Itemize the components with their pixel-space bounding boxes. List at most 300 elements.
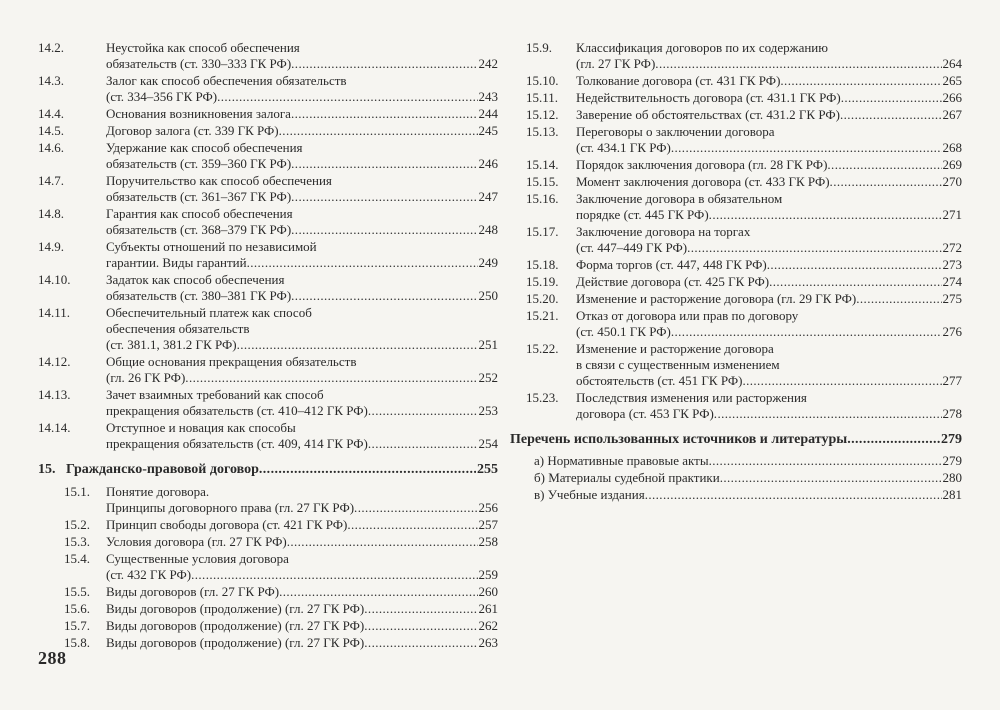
toc-entry bbox=[512, 257, 962, 273]
dot-leader bbox=[368, 436, 478, 452]
dot-leader bbox=[687, 240, 941, 256]
toc-page-number: 254 bbox=[478, 436, 498, 451]
toc-entry-last-line bbox=[106, 601, 498, 617]
toc-entry bbox=[512, 107, 962, 123]
toc-entry-last-line bbox=[576, 174, 962, 190]
toc-entry-title: обязательств (ст. 330–333 ГК РФ) bbox=[106, 56, 292, 71]
dot-leader bbox=[291, 156, 477, 172]
toc-entry-number: 15.2. bbox=[64, 517, 90, 532]
toc-entry-title: Заключение договора в обязательном bbox=[576, 191, 783, 206]
toc-entry-title: Гражданско-правовой договор bbox=[66, 462, 259, 477]
toc-entry bbox=[38, 305, 498, 353]
toc-entry-body bbox=[576, 341, 962, 389]
toc-entry-last-line bbox=[576, 56, 962, 72]
toc-entry bbox=[512, 308, 962, 340]
toc-entry-title: Принципы договорного права (гл. 27 ГК РФ) bbox=[106, 500, 355, 515]
toc-page-number: 244 bbox=[478, 106, 498, 121]
toc-page-number: 242 bbox=[478, 56, 498, 71]
toc-entry-number: 15.6. bbox=[64, 601, 90, 616]
toc-entry-body bbox=[106, 272, 498, 304]
toc-entry-title: Заключение договора на торгах bbox=[576, 224, 751, 239]
toc-entry-last-line bbox=[106, 567, 498, 583]
toc-entry-title: Условия договора (гл. 27 ГК РФ) bbox=[106, 534, 287, 549]
toc-entry-last-line bbox=[106, 370, 498, 386]
toc-entry-title: Обеспечительный платеж как способ bbox=[106, 305, 312, 320]
toc-page-number: 280 bbox=[942, 470, 962, 485]
toc-page-number: 256 bbox=[478, 500, 498, 515]
toc-entry-body bbox=[106, 140, 498, 172]
toc-entry-last-line bbox=[576, 291, 962, 307]
dot-leader bbox=[364, 601, 477, 617]
dot-leader bbox=[847, 432, 940, 448]
toc-page-number: 260 bbox=[478, 584, 498, 599]
toc-entry-title: прекращения обязательств (ст. 409, 414 ГК РФ) bbox=[106, 436, 368, 451]
toc-entry-number: 15.13. bbox=[526, 124, 559, 139]
toc-entry-last-line bbox=[106, 189, 498, 205]
toc-entry-title: обязательств (ст. 368–379 ГК РФ) bbox=[106, 222, 292, 237]
dot-leader bbox=[291, 189, 477, 205]
toc-entry-body bbox=[576, 157, 962, 173]
toc-entry-number: 15.5. bbox=[64, 584, 90, 599]
toc-entry-title: Поручительство как способ обеспечения bbox=[106, 173, 332, 188]
dot-leader bbox=[364, 618, 477, 634]
toc-entry-last-line bbox=[106, 584, 498, 600]
sources-heading bbox=[510, 432, 962, 448]
toc-entry-number: 14.3. bbox=[38, 73, 64, 88]
toc-chapter bbox=[38, 462, 498, 478]
toc-entry-title: Неустойка как способ обеспечения bbox=[106, 40, 300, 55]
toc-entry-last-line bbox=[576, 274, 962, 290]
toc-entry-body bbox=[106, 387, 498, 419]
toc-entry bbox=[38, 123, 498, 139]
sources-item bbox=[512, 486, 962, 503]
toc-entry-title: Отступное и новация как способы bbox=[106, 420, 296, 435]
toc-left-column bbox=[38, 40, 498, 652]
toc-page-number: 270 bbox=[942, 174, 962, 189]
toc-entry-number: 15.9. bbox=[526, 40, 552, 55]
toc-entry-title: порядке (ст. 445 ГК РФ) bbox=[576, 207, 709, 222]
dot-leader bbox=[354, 500, 477, 516]
toc-entry bbox=[512, 274, 962, 290]
toc-entry-body bbox=[576, 257, 962, 273]
toc-entry bbox=[38, 618, 498, 634]
toc-page-number: 272 bbox=[942, 240, 962, 255]
toc-entry-title: Переговоры о заключении договора bbox=[576, 124, 775, 139]
toc-entry-body bbox=[106, 173, 498, 205]
dot-leader bbox=[709, 207, 942, 223]
toc-entry bbox=[38, 73, 498, 105]
toc-entry bbox=[38, 354, 498, 386]
toc-entry-title: Порядок заключения договора (гл. 28 ГК РФ) bbox=[576, 157, 828, 172]
toc-entry-number: 14.6. bbox=[38, 140, 64, 155]
toc-page-number: 276 bbox=[942, 324, 962, 339]
toc-entry-title: гарантии. Виды гарантий bbox=[106, 255, 247, 270]
toc-entry bbox=[38, 551, 498, 583]
toc-entry-number: 14.10. bbox=[38, 272, 71, 287]
sources-item-title: а) Нормативные правовые акты bbox=[534, 453, 709, 468]
toc-entry-title: Зачет взаимных требований как способ bbox=[106, 387, 324, 402]
toc-entry-number: 14.12. bbox=[38, 354, 71, 369]
dot-leader bbox=[714, 406, 942, 422]
dot-leader bbox=[291, 288, 477, 304]
toc-entry-last-line bbox=[106, 222, 498, 238]
toc-entry-body bbox=[576, 224, 962, 256]
toc-entry-title: (гл. 27 ГК РФ) bbox=[576, 56, 656, 71]
toc-entry bbox=[38, 239, 498, 271]
toc-entry-title: (ст. 334–356 ГК РФ) bbox=[106, 89, 218, 104]
dot-leader bbox=[279, 123, 478, 139]
toc-page-number: 248 bbox=[478, 222, 498, 237]
toc-page-number: 263 bbox=[478, 635, 498, 650]
toc-page-number: 275 bbox=[942, 291, 962, 306]
toc-entry bbox=[38, 272, 498, 304]
toc-entry-last-line bbox=[576, 207, 962, 223]
toc-page-number: 279 bbox=[942, 453, 962, 468]
dot-leader bbox=[671, 324, 942, 340]
toc-page-number: 265 bbox=[942, 73, 962, 88]
toc-entry bbox=[38, 40, 498, 72]
dot-leader bbox=[780, 73, 941, 89]
toc-entry-title: в связи с существенным изменением bbox=[576, 357, 780, 372]
page-number: 288 bbox=[38, 648, 67, 668]
toc-entry-last-line bbox=[576, 257, 962, 273]
toc-entry-last-line bbox=[106, 89, 498, 105]
toc-entry bbox=[38, 173, 498, 205]
toc-page-number: 274 bbox=[942, 274, 962, 289]
toc-page-number: 249 bbox=[478, 255, 498, 270]
toc-entry-number: 15.19. bbox=[526, 274, 559, 289]
toc-entry-title: Виды договоров (гл. 27 ГК РФ) bbox=[106, 584, 280, 599]
toc-entry-number: 14.9. bbox=[38, 239, 64, 254]
toc-entry bbox=[512, 124, 962, 156]
toc-entry bbox=[38, 106, 498, 122]
toc-entry-title: договора (ст. 453 ГК РФ) bbox=[576, 406, 714, 421]
toc-entry-title: Основания возникновения залога bbox=[106, 106, 291, 121]
dot-leader bbox=[841, 90, 942, 106]
toc-entry-number: 15.3. bbox=[64, 534, 90, 549]
toc-entry-number: 14.14. bbox=[38, 420, 71, 435]
toc-entry bbox=[38, 584, 498, 600]
toc-entry-number: 15.7. bbox=[64, 618, 90, 633]
dot-leader bbox=[364, 635, 477, 651]
toc-entry-last-line bbox=[106, 123, 498, 139]
dot-leader bbox=[671, 140, 942, 156]
toc-page-number: 253 bbox=[478, 403, 498, 418]
toc-entry-body bbox=[106, 354, 498, 386]
toc-entry-number: 14.5. bbox=[38, 123, 64, 138]
toc-entry-number: 15. bbox=[38, 462, 56, 477]
sources-heading-line bbox=[510, 432, 962, 448]
dot-leader bbox=[720, 469, 942, 486]
toc-entry-last-line bbox=[576, 373, 962, 389]
toc-page-number: 245 bbox=[478, 123, 498, 138]
toc-entry-title: Виды договоров (продолжение) (гл. 27 ГК РФ) bbox=[106, 601, 365, 616]
toc-entry-body bbox=[576, 73, 962, 89]
toc-entry bbox=[38, 420, 498, 452]
toc-entry bbox=[38, 534, 498, 550]
toc-entry-last-line bbox=[106, 500, 498, 516]
toc-entry-number: 15.8. bbox=[64, 635, 90, 650]
toc-entry-number: 14.13. bbox=[38, 387, 71, 402]
toc-entry-title: (ст. 447–449 ГК РФ) bbox=[576, 240, 688, 255]
toc-entry-last-line bbox=[576, 406, 962, 422]
toc-entry bbox=[38, 635, 498, 651]
dot-leader bbox=[840, 107, 942, 123]
toc-entry-title: Недействительность договора (ст. 431.1 ГК РФ) bbox=[576, 90, 841, 105]
toc-entry-title: Гарантия как способ обеспечения bbox=[106, 206, 293, 221]
toc-entry-body bbox=[106, 239, 498, 271]
toc-entry-last-line bbox=[576, 140, 962, 156]
dot-leader bbox=[291, 106, 478, 122]
toc-page-number: 268 bbox=[942, 140, 962, 155]
toc-entry-body bbox=[576, 40, 962, 72]
toc-entry-number: 15.22. bbox=[526, 341, 559, 356]
dot-leader bbox=[347, 517, 477, 533]
toc-entry-number: 14.4. bbox=[38, 106, 64, 121]
toc-entry-title: Действие договора (ст. 425 ГК РФ) bbox=[576, 274, 770, 289]
toc-entry-title: обязательств (ст. 380–381 ГК РФ) bbox=[106, 288, 292, 303]
toc-entry-number: 14.8. bbox=[38, 206, 64, 221]
toc-entry-last-line bbox=[576, 90, 962, 106]
sources-item bbox=[512, 452, 962, 469]
toc-page-number: 243 bbox=[478, 89, 498, 104]
toc-entry-body bbox=[106, 305, 498, 353]
toc-entry-title: Виды договоров (продолжение) (гл. 27 ГК РФ) bbox=[106, 635, 365, 650]
dot-leader bbox=[830, 174, 942, 190]
toc-page-number: 252 bbox=[478, 370, 498, 385]
toc-entry bbox=[512, 341, 962, 389]
toc-entry-title: (ст. 381.1, 381.2 ГК РФ) bbox=[106, 337, 237, 352]
toc-entry-title: обстоятельств (ст. 451 ГК РФ) bbox=[576, 373, 743, 388]
toc-page-number: 269 bbox=[942, 157, 962, 172]
toc-entry-number: 15.23. bbox=[526, 390, 559, 405]
toc-page-number: 259 bbox=[478, 567, 498, 582]
toc-entry-number: 15.21. bbox=[526, 308, 559, 323]
toc-entry-title: Последствия изменения или расторжения bbox=[576, 390, 807, 405]
toc-page-number: 257 bbox=[478, 517, 498, 532]
toc-entry-number: 15.10. bbox=[526, 73, 559, 88]
dot-leader bbox=[185, 370, 477, 386]
dot-leader bbox=[767, 257, 942, 273]
toc-entry-number: 14.2. bbox=[38, 40, 64, 55]
toc-entry-body bbox=[106, 534, 498, 550]
toc-entry bbox=[38, 206, 498, 238]
dot-leader bbox=[291, 56, 477, 72]
toc-entry-body bbox=[576, 274, 962, 290]
toc-entry-last-line bbox=[106, 436, 498, 452]
toc-entry-last-line bbox=[576, 240, 962, 256]
toc-page-number: 279 bbox=[941, 432, 962, 447]
sources-item-line bbox=[534, 452, 962, 469]
toc-entry-body bbox=[576, 191, 962, 223]
toc-entry-last-line bbox=[106, 255, 498, 271]
toc-entry-body bbox=[576, 124, 962, 156]
toc-entry-body bbox=[66, 462, 498, 478]
toc-entry-last-line bbox=[576, 73, 962, 89]
toc-entry-body bbox=[106, 551, 498, 583]
toc-entry-number: 15.1. bbox=[64, 484, 90, 499]
toc-entry bbox=[512, 90, 962, 106]
toc-entry bbox=[38, 140, 498, 172]
toc-page-number: 267 bbox=[942, 107, 962, 122]
toc-page-number: 266 bbox=[942, 90, 962, 105]
dot-leader bbox=[279, 584, 477, 600]
sources-heading-title: Перечень использованных источников и литературы bbox=[510, 432, 848, 447]
dot-leader bbox=[237, 337, 478, 353]
toc-entry bbox=[512, 191, 962, 223]
sources-item bbox=[512, 469, 962, 486]
toc-entry-title: Договор залога (ст. 339 ГК РФ) bbox=[106, 123, 279, 138]
toc-entry-body bbox=[106, 601, 498, 617]
toc-entry-body bbox=[576, 107, 962, 123]
toc-entry bbox=[38, 484, 498, 516]
toc-entry bbox=[512, 291, 962, 307]
toc-entry-last-line bbox=[106, 635, 498, 651]
dot-leader bbox=[259, 462, 476, 478]
toc-entry-number: 15.4. bbox=[64, 551, 90, 566]
toc-entry bbox=[512, 40, 962, 72]
toc-entry-title: Задаток как способ обеспечения bbox=[106, 272, 285, 287]
toc-entry-body bbox=[106, 618, 498, 634]
toc-entry bbox=[38, 601, 498, 617]
toc-page-number: 262 bbox=[478, 618, 498, 633]
toc-entry-body bbox=[576, 291, 962, 307]
toc-entry-body bbox=[576, 390, 962, 422]
toc-entry-body bbox=[106, 206, 498, 238]
toc-entry-last-line bbox=[106, 288, 498, 304]
toc-entry-body bbox=[576, 174, 962, 190]
sources-item-title: в) Учебные издания bbox=[534, 487, 645, 502]
toc-entry-last-line bbox=[576, 157, 962, 173]
toc-entry-title: Понятие договора. bbox=[106, 484, 210, 499]
sources-item-title: б) Материалы судебной практики bbox=[534, 470, 720, 485]
dot-leader bbox=[645, 486, 942, 503]
toc-entry-body bbox=[106, 584, 498, 600]
toc-entry-title: Удержание как способ обеспечения bbox=[106, 140, 303, 155]
toc-page-number: 281 bbox=[942, 487, 962, 502]
toc-entry bbox=[38, 387, 498, 419]
toc-entry-title: Изменение и расторжение договора (гл. 29 ГК РФ) bbox=[576, 291, 857, 306]
toc-entry bbox=[512, 174, 962, 190]
toc-entry-body bbox=[106, 635, 498, 651]
toc-entry-last-line bbox=[66, 462, 498, 478]
toc-page-number: 278 bbox=[942, 406, 962, 421]
toc-entry-title: Принцип свободы договора (ст. 421 ГК РФ) bbox=[106, 517, 348, 532]
dot-leader bbox=[287, 534, 478, 550]
toc-entry-last-line bbox=[106, 517, 498, 533]
toc-entry-number: 15.20. bbox=[526, 291, 559, 306]
toc-entry-body bbox=[106, 40, 498, 72]
toc-entry-last-line bbox=[106, 618, 498, 634]
toc-entry-number: 15.16. bbox=[526, 191, 559, 206]
toc-entry-title: Залог как способ обеспечения обязательств bbox=[106, 73, 347, 88]
toc-entry-body bbox=[106, 517, 498, 533]
toc-entry-last-line bbox=[106, 403, 498, 419]
toc-page-number: 277 bbox=[942, 373, 962, 388]
toc-entry-number: 15.12. bbox=[526, 107, 559, 122]
toc-entry bbox=[512, 390, 962, 422]
toc-entry-number: 15.14. bbox=[526, 157, 559, 172]
dot-leader bbox=[655, 56, 941, 72]
toc-page-number: 261 bbox=[478, 601, 498, 616]
toc-entry-title: Заверение об обстоятельствах (ст. 431.2 ГК РФ) bbox=[576, 107, 840, 122]
toc-page-number: 264 bbox=[942, 56, 962, 71]
dot-leader bbox=[856, 291, 941, 307]
toc-entry-title: Классификация договоров по их содержанию bbox=[576, 40, 828, 55]
toc-entry bbox=[512, 73, 962, 89]
toc-entry-last-line bbox=[576, 107, 962, 123]
toc-entry-number: 15.18. bbox=[526, 257, 559, 272]
toc-entry-title: обязательств (ст. 361–367 ГК РФ) bbox=[106, 189, 292, 204]
toc-entry-last-line bbox=[106, 56, 498, 72]
toc-page-number: 250 bbox=[478, 288, 498, 303]
toc-entry-body bbox=[576, 308, 962, 340]
toc-entry-body bbox=[106, 73, 498, 105]
dot-leader bbox=[217, 89, 477, 105]
toc-entry-body bbox=[576, 90, 962, 106]
dot-leader bbox=[769, 274, 941, 290]
toc-entry-number: 14.11. bbox=[38, 305, 71, 320]
sources-item-line bbox=[534, 469, 962, 486]
toc-entry bbox=[38, 517, 498, 533]
toc-entry-title: (ст. 432 ГК РФ) bbox=[106, 567, 192, 582]
toc-page-number: 255 bbox=[477, 462, 498, 477]
toc-entry-last-line bbox=[106, 337, 498, 353]
toc-entry-title: обеспечения обязательств bbox=[106, 321, 250, 336]
toc-entry-title: Существенные условия договора bbox=[106, 551, 289, 566]
toc-entry-body bbox=[106, 420, 498, 452]
toc-entry-title: Субъекты отношений по независимой bbox=[106, 239, 317, 254]
toc-page-number: 258 bbox=[478, 534, 498, 549]
toc-page-number: 251 bbox=[478, 337, 498, 352]
dot-leader bbox=[191, 567, 477, 583]
toc-page-number: 246 bbox=[478, 156, 498, 171]
toc-page-number: 271 bbox=[942, 207, 962, 222]
dot-leader bbox=[368, 403, 478, 419]
toc-entry-title: Форма торгов (ст. 447, 448 ГК РФ) bbox=[576, 257, 767, 272]
dot-leader bbox=[827, 157, 941, 173]
dot-leader bbox=[742, 373, 941, 389]
toc-entry-title: обязательств (ст. 359–360 ГК РФ) bbox=[106, 156, 292, 171]
toc-entry-last-line bbox=[576, 324, 962, 340]
toc-entry-body bbox=[106, 106, 498, 122]
toc-entry-title: Отказ от договора или прав по договору bbox=[576, 308, 799, 323]
toc-entry bbox=[512, 157, 962, 173]
toc-entry-title: Толкование договора (ст. 431 ГК РФ) bbox=[576, 73, 781, 88]
toc-entry-title: (гл. 26 ГК РФ) bbox=[106, 370, 186, 385]
toc-entry-title: Виды договоров (продолжение) (гл. 27 ГК РФ) bbox=[106, 618, 365, 633]
toc-entry-number: 15.11. bbox=[526, 90, 559, 105]
toc-entry-body bbox=[106, 484, 498, 516]
toc-entry bbox=[512, 224, 962, 256]
toc-right-column bbox=[512, 40, 962, 503]
toc-entry-number: 15.15. bbox=[526, 174, 559, 189]
toc-page-number: 247 bbox=[478, 189, 498, 204]
toc-page-number: 273 bbox=[942, 257, 962, 272]
toc-entry-title: (ст. 434.1 ГК РФ) bbox=[576, 140, 671, 155]
dot-leader bbox=[247, 255, 478, 271]
toc-entry-title: Общие основания прекращения обязательств bbox=[106, 354, 357, 369]
toc-entry-title: Изменение и расторжение договора bbox=[576, 341, 774, 356]
toc-entry-title: прекращения обязательств (ст. 410–412 ГК РФ) bbox=[106, 403, 368, 418]
toc-entry-title: Момент заключения договора (ст. 433 ГК РФ) bbox=[576, 174, 830, 189]
toc-entry-title: (ст. 450.1 ГК РФ) bbox=[576, 324, 671, 339]
sources-item-line bbox=[534, 486, 962, 503]
toc-entry-last-line bbox=[106, 156, 498, 172]
dot-leader bbox=[291, 222, 477, 238]
toc-entry-body bbox=[106, 123, 498, 139]
toc-entry-number: 14.7. bbox=[38, 173, 64, 188]
